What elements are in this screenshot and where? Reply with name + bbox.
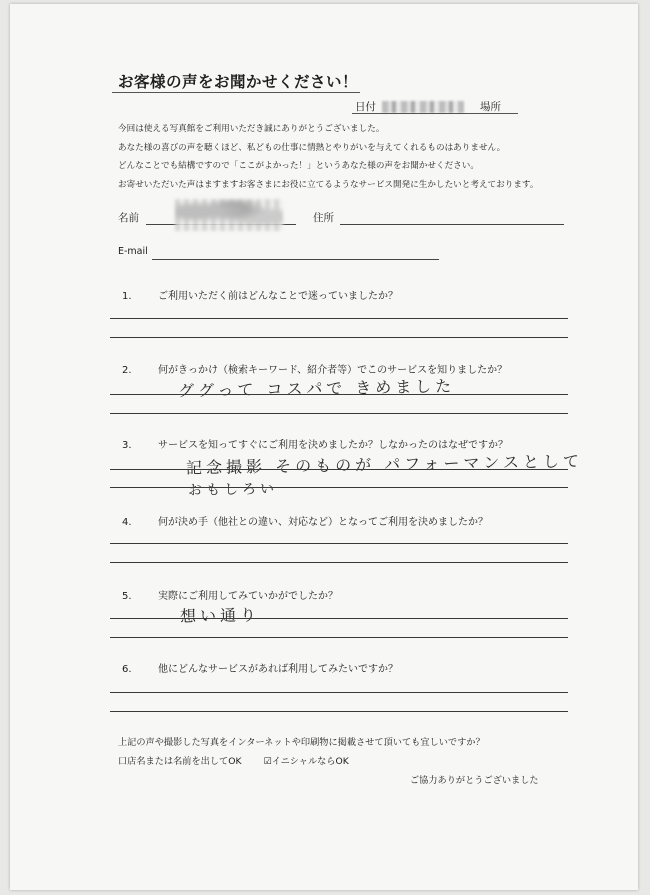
intro-line: 今回は使える写真館をご利用いただき誠にありがとうございました。: [118, 124, 385, 134]
answer-line[interactable]: [110, 413, 568, 414]
intro-line: どんなことでも結構ですので「ここがよかった！」というあなた様の声をお聞かせください。: [118, 161, 479, 172]
question-5: [122, 587, 338, 602]
handwritten-answer: 想い通り: [179, 605, 261, 626]
consent-question: 上記の声や撮影した写真をインターネットや印刷物に掲載させて頂いても宜しいですか？: [118, 737, 485, 748]
intro-text: [118, 120, 538, 194]
redacted-date: [382, 101, 464, 113]
handwritten-answer: ググって コスパで きめました: [177, 376, 456, 401]
question-text: ご利用いただく前はどんなことで迷っていましたか？: [158, 291, 398, 302]
question-6: [122, 660, 398, 675]
answer-line[interactable]: [110, 487, 568, 488]
question-number: 3.: [122, 440, 132, 451]
question-text: 何がきっかけ（検索キーワード、紹介者等）でこのサービスを知りましたか？: [158, 365, 508, 376]
question-text: 他にどんなサービスがあれば利用してみたいですか？: [158, 664, 398, 675]
intro-line: お寄せいただいた声はますますお客さまにお役に立てるようなサービス開発に生かしたいと考えております。: [118, 179, 539, 190]
date-label: 日付: [355, 101, 376, 113]
email-label: E-mail: [118, 246, 148, 257]
name-label: 名前: [118, 212, 139, 224]
question-4: [122, 513, 488, 528]
address-label: 住所: [313, 212, 334, 224]
question-text: 何が決め手（他社との違い、対応など）となってご利用を決めましたか？: [158, 517, 488, 528]
answer-line[interactable]: [110, 692, 568, 693]
question-1: [122, 287, 398, 302]
answer-line[interactable]: [110, 562, 568, 563]
date-place-field: [355, 99, 501, 114]
question-3: [122, 436, 508, 451]
question-text: 実際にご利用してみていかがでしたか？: [158, 591, 338, 602]
answer-line[interactable]: [110, 637, 568, 638]
thanks-text: ご協力ありがとうございました: [410, 775, 539, 786]
place-label: 場所: [480, 101, 501, 113]
question-number: 4.: [122, 517, 132, 528]
answer-line[interactable]: [110, 394, 568, 395]
handwritten-answer: 記念撮影 そのものが パフォーマンスとして: [185, 451, 584, 478]
title-underline: [112, 92, 360, 93]
address-field-line[interactable]: [340, 224, 564, 225]
handwritten-answer: おもしろい: [187, 481, 279, 499]
option-initial-ok[interactable]: ☑イニシャルならOK: [263, 756, 349, 767]
answer-line[interactable]: [110, 711, 568, 712]
question-number: 1.: [122, 291, 132, 302]
answer-line[interactable]: [110, 318, 568, 319]
question-number: 2.: [122, 365, 132, 376]
answer-line[interactable]: [110, 543, 568, 544]
question-number: 5.: [122, 591, 132, 602]
question-number: 6.: [122, 664, 132, 675]
consent-options: [118, 753, 371, 767]
intro-line: あなた様の喜びの声を聴くほど、私どもの仕事に情熱とやりがいを与えてくれるものはありません。: [118, 142, 506, 153]
option-name-ok[interactable]: 口店名または名前を出してOK: [118, 756, 242, 767]
date-underline: [352, 113, 518, 114]
question-text: サービスを知ってすぐにご利用を決めましたか？しなかったのはなぜですか？: [158, 440, 508, 451]
answer-line[interactable]: [110, 469, 568, 470]
redacted-name: [175, 199, 283, 231]
answer-line[interactable]: [110, 337, 568, 338]
form-title: お客様の声をお聞かせください！: [118, 73, 359, 91]
answer-line[interactable]: [110, 618, 568, 619]
email-field-line[interactable]: [152, 259, 439, 260]
